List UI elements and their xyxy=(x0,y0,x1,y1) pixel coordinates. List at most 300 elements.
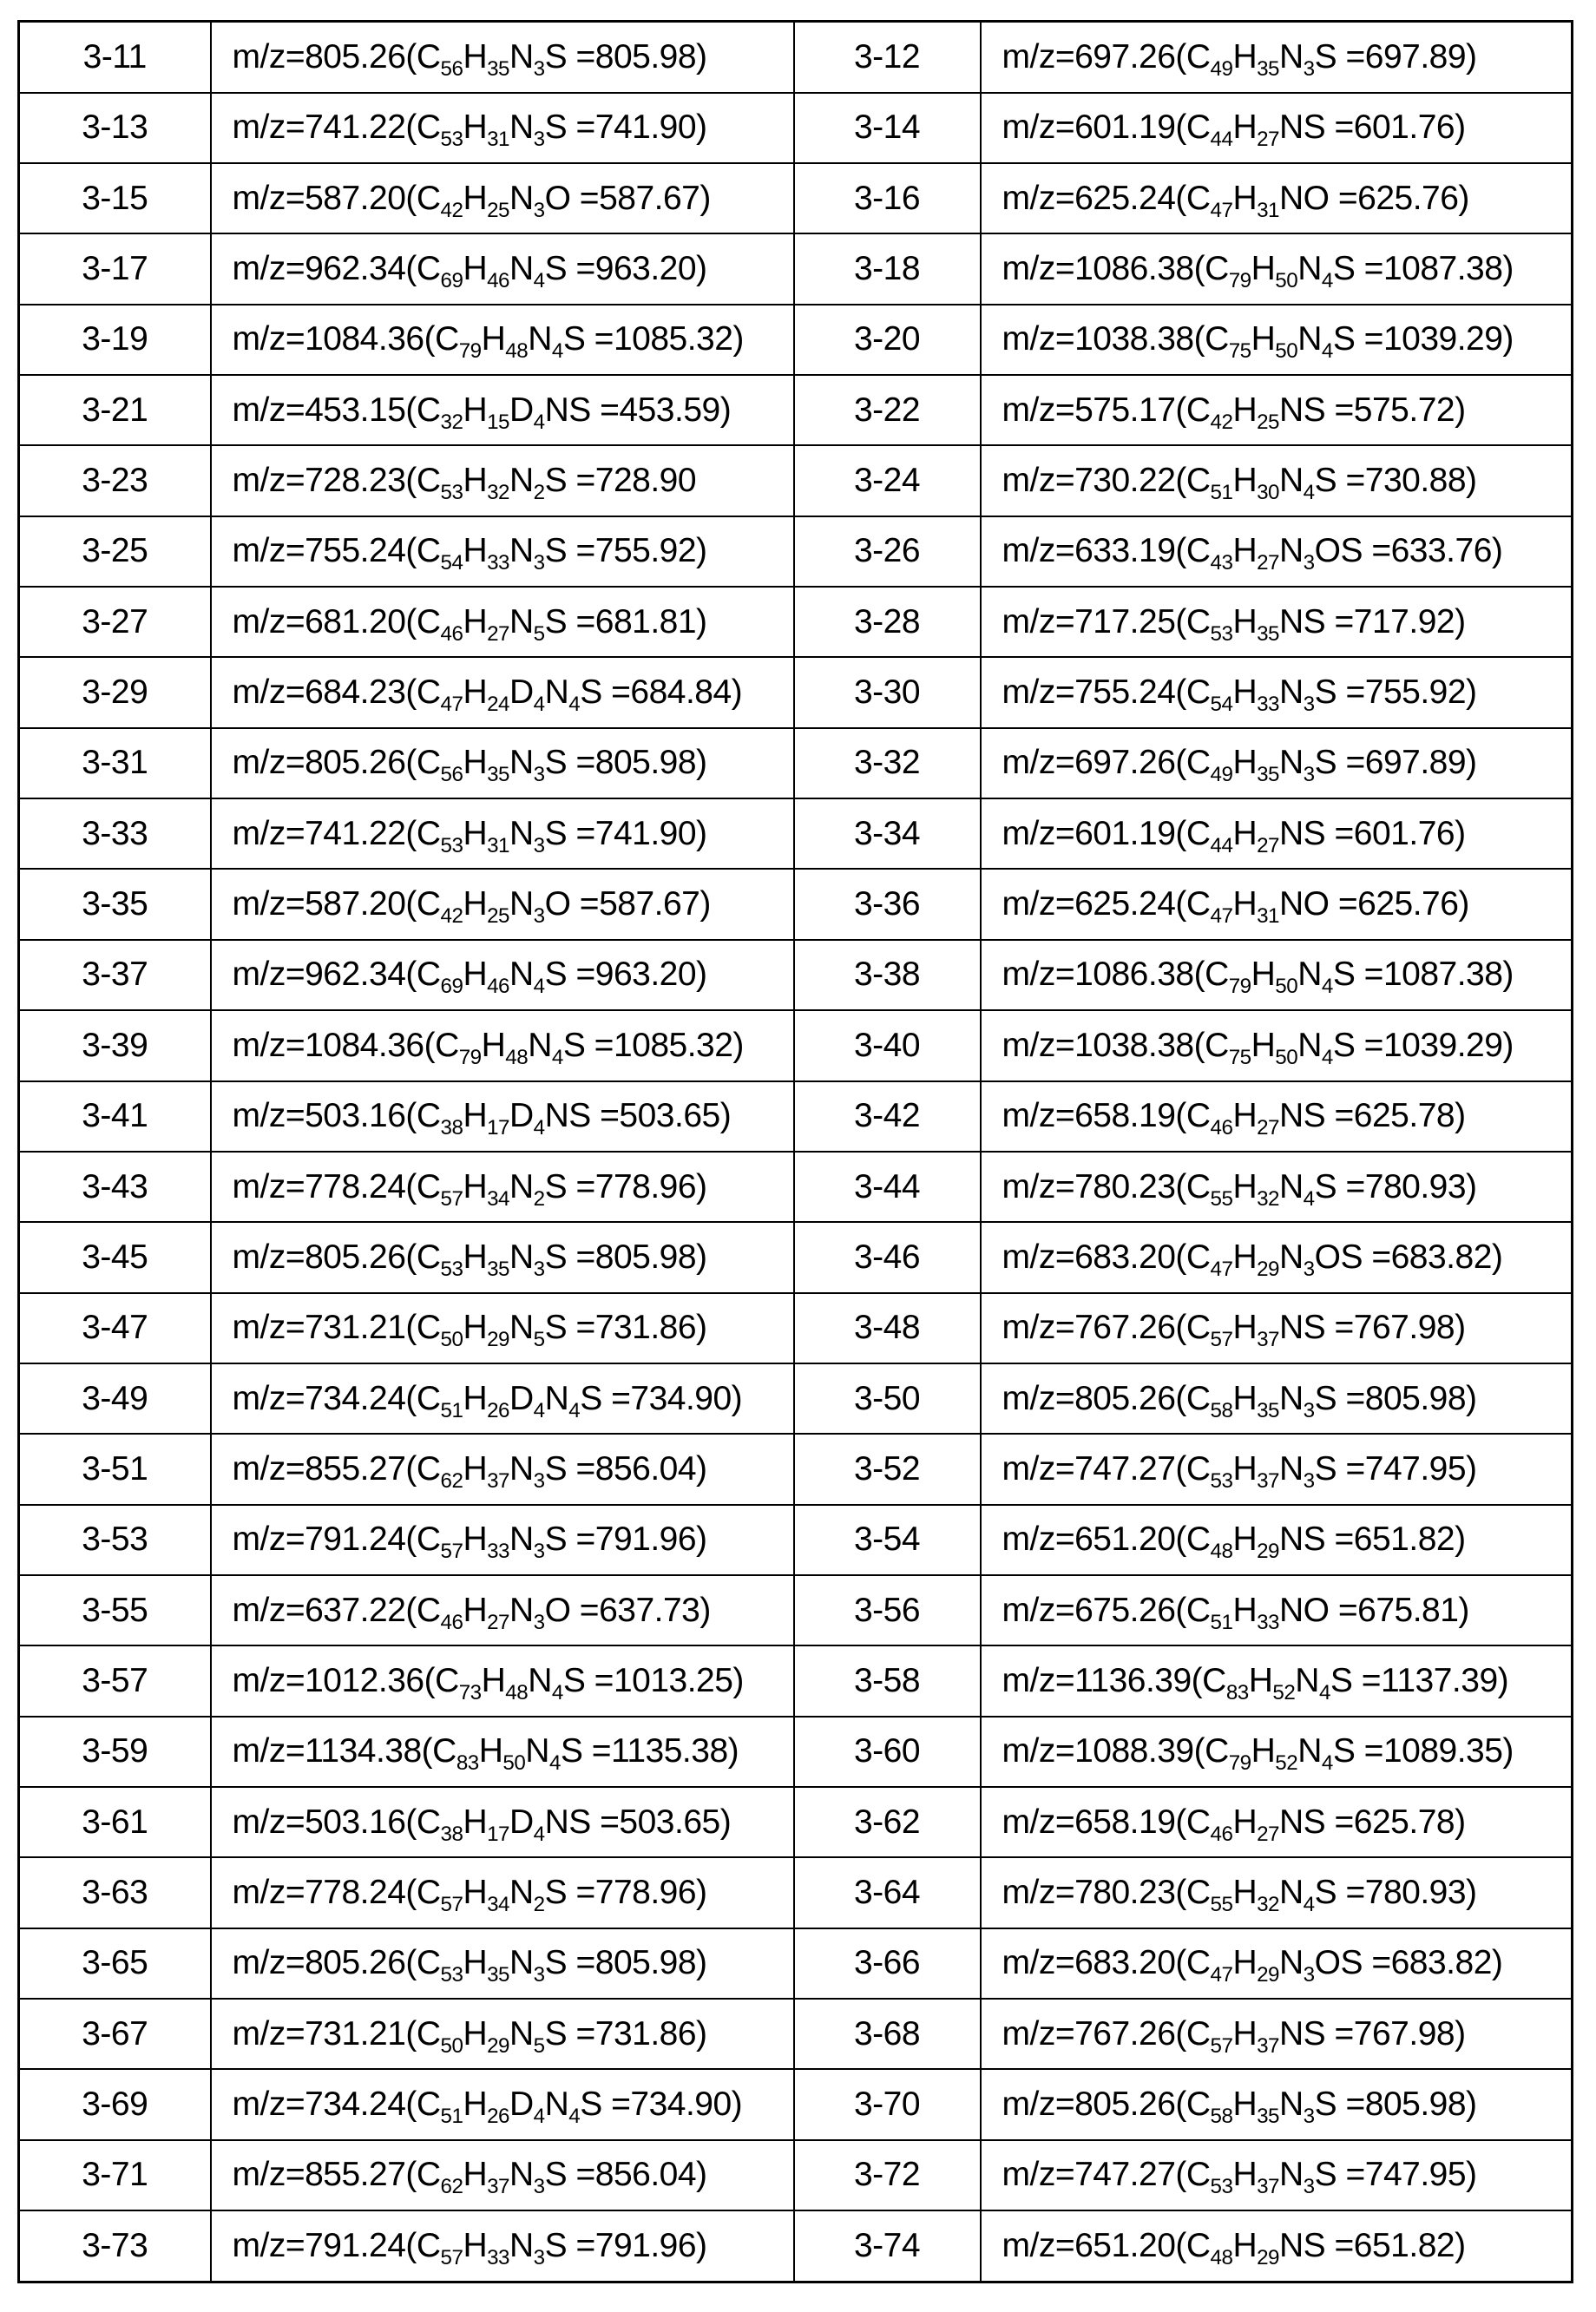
formula-subscript: 57 xyxy=(440,1892,463,1916)
mass-spec-table xyxy=(17,20,1573,2283)
formula-subscript: 4 xyxy=(1321,1045,1333,1069)
formula-subscript: 55 xyxy=(1210,1186,1233,1211)
formula-subscript: 52 xyxy=(1275,1751,1298,1776)
formula-subscript: 25 xyxy=(1257,410,1279,434)
table-row xyxy=(19,1717,1573,1787)
compound-id-cell: 3-65 xyxy=(19,1928,211,1999)
compound-id-cell: 3-57 xyxy=(19,1645,211,1716)
table-row xyxy=(19,93,1573,163)
formula-subscript: 3 xyxy=(1303,2104,1315,2128)
formula-subscript: 35 xyxy=(1257,763,1279,787)
mz-formula-cell: $m/z=791.24(C_{57}H_{33}N_3S =791.96)$ xyxy=(211,2210,794,2282)
formula-subscript: 3 xyxy=(1303,2175,1315,2199)
mz-formula-cell: $m/z=601.19(C_{44}H_{27}NS =601.76)$ xyxy=(981,798,1573,869)
compound-id-cell: 3-41 xyxy=(19,1081,211,1152)
formula-subscript: 3 xyxy=(533,1610,545,1634)
formula-subscript: 51 xyxy=(1210,480,1233,504)
formula-subscript: 26 xyxy=(487,1398,509,1422)
mz-formula-cell: $m/z=747.27(C_{53}H_{37}N_3S =747.95)$ xyxy=(981,2140,1573,2210)
compound-id-cell: 3-67 xyxy=(19,1999,211,2069)
formula-subscript: 3 xyxy=(533,1963,545,1987)
formula-subscript: 37 xyxy=(1257,2033,1279,2058)
compound-id-cell: 3-19 xyxy=(19,305,211,375)
formula-subscript: 56 xyxy=(440,763,463,787)
compound-id-cell: 3-66 xyxy=(794,1928,981,1999)
formula-subscript: 69 xyxy=(440,268,463,292)
formula-subscript: 4 xyxy=(533,1398,545,1422)
mz-formula-cell: $m/z=962.34(C_{69}H_{46}N_4S =963.20)$ xyxy=(211,940,794,1010)
compound-id-cell: 3-34 xyxy=(794,798,981,869)
compound-id-cell: 3-28 xyxy=(794,587,981,657)
table-row xyxy=(19,2069,1573,2139)
formula-subscript: 79 xyxy=(458,339,482,364)
formula-subscript: 3 xyxy=(1303,1398,1315,1422)
compound-id-cell: 3-58 xyxy=(794,1645,981,1716)
mz-formula-cell: $m/z=683.20(C_{47}H_{29}N_3OS =683.82)$ xyxy=(981,1928,1573,1999)
formula-subscript: 75 xyxy=(1228,339,1251,364)
mz-formula-cell: $m/z=575.17(C_{42}H_{25}NS =575.72)$ xyxy=(981,375,1573,445)
mz-formula-cell: $m/z=1086.38(C_{79}H_{50}N_4S =1087.38)$ xyxy=(981,940,1573,1010)
table-row xyxy=(19,1999,1573,2069)
compound-id-cell: 3-45 xyxy=(19,1222,211,1292)
formula-subscript: 2 xyxy=(533,1892,545,1916)
formula-subscript: 15 xyxy=(487,410,509,434)
compound-id-cell: 3-25 xyxy=(19,516,211,587)
formula-subscript: 4 xyxy=(533,268,545,292)
formula-subscript: 27 xyxy=(1257,1115,1279,1140)
formula-subscript: 83 xyxy=(456,1751,479,1776)
formula-subscript: 4 xyxy=(1303,480,1315,504)
compound-id-cell: 3-60 xyxy=(794,1717,981,1787)
compound-id-cell: 3-70 xyxy=(794,2069,981,2139)
compound-id-cell: 3-15 xyxy=(19,163,211,233)
mz-formula-cell: $m/z=658.19(C_{46}H_{27}NS =625.78)$ xyxy=(981,1787,1573,1857)
formula-subscript: 4 xyxy=(568,692,581,716)
formula-subscript: 4 xyxy=(551,339,563,364)
formula-subscript: 55 xyxy=(1210,1892,1233,1916)
formula-subscript: 25 xyxy=(487,198,509,222)
mz-formula-cell: $m/z=658.19(C_{46}H_{27}NS =625.78)$ xyxy=(981,1081,1573,1152)
table-row xyxy=(19,728,1573,798)
table-row xyxy=(19,1645,1573,1716)
formula-subscript: 54 xyxy=(440,551,463,575)
compound-id-cell: 3-49 xyxy=(19,1363,211,1434)
formula-subscript: 42 xyxy=(440,198,463,222)
formula-subscript: 5 xyxy=(533,1328,545,1351)
mz-formula-cell: $m/z=1084.36(C_{79}H_{48}N_4S =1085.32)$ xyxy=(211,305,794,375)
formula-subscript: 4 xyxy=(533,975,545,999)
formula-subscript: 29 xyxy=(487,2033,509,2058)
compound-id-cell: 3-32 xyxy=(794,728,981,798)
mz-formula-cell: $m/z=767.26(C_{57}H_{37}NS =767.98)$ xyxy=(981,1293,1573,1363)
formula-subscript: 25 xyxy=(487,903,509,928)
formula-subscript: 26 xyxy=(487,2104,509,2128)
formula-subscript: 53 xyxy=(1210,1468,1233,1493)
formula-subscript: 35 xyxy=(487,1257,509,1281)
mz-formula-cell: $m/z=651.20(C_{48}H_{29}NS =651.82)$ xyxy=(981,1505,1573,1575)
formula-subscript: 3 xyxy=(533,128,545,152)
formula-subscript: 75 xyxy=(1228,1045,1251,1069)
compound-id-cell: 3-48 xyxy=(794,1293,981,1363)
compound-id-cell: 3-18 xyxy=(794,233,981,304)
formula-subscript: 35 xyxy=(487,1963,509,1987)
formula-subscript: 35 xyxy=(487,763,509,787)
mz-formula-cell: $m/z=755.24(C_{54}H_{33}N_3S =755.92)$ xyxy=(981,657,1573,727)
formula-subscript: 4 xyxy=(1303,1892,1315,1916)
formula-subscript: 37 xyxy=(1257,2175,1279,2199)
formula-subscript: 49 xyxy=(1210,763,1233,787)
formula-subscript: 34 xyxy=(487,1892,509,1916)
formula-subscript: 57 xyxy=(440,2245,463,2269)
table-row xyxy=(19,587,1573,657)
table-row xyxy=(19,22,1573,93)
formula-subscript: 17 xyxy=(487,1822,509,1846)
compound-id-cell: 3-53 xyxy=(19,1505,211,1575)
formula-subscript: 35 xyxy=(1257,56,1279,81)
compound-id-cell: 3-35 xyxy=(19,869,211,939)
mz-formula-cell: $m/z=741.22(C_{53}H_{31}N_3S =741.90)$ xyxy=(211,798,794,869)
table-row xyxy=(19,1857,1573,1928)
table-row xyxy=(19,1575,1573,1645)
mz-formula-cell: $m/z=587.20(C_{42}H_{25}N_3O =587.67)$ xyxy=(211,869,794,939)
mz-formula-cell: $m/z=734.24(C_{51}H_{26}D_4N_4S =734.90)$ xyxy=(211,1363,794,1434)
formula-subscript: 3 xyxy=(533,1468,545,1493)
compound-id-cell: 3-46 xyxy=(794,1222,981,1292)
compound-id-cell: 3-27 xyxy=(19,587,211,657)
table-row xyxy=(19,445,1573,516)
mz-formula-cell: $m/z=855.27(C_{62}H_{37}N_3S =856.04)$ xyxy=(211,2140,794,2210)
formula-subscript: 51 xyxy=(1210,1610,1233,1634)
mz-formula-cell: $m/z=683.20(C_{47}H_{29}N_3OS =683.82)$ xyxy=(981,1222,1573,1292)
compound-id-cell: 3-38 xyxy=(794,940,981,1010)
formula-subscript: 3 xyxy=(533,903,545,928)
compound-id-cell: 3-71 xyxy=(19,2140,211,2210)
formula-subscript: 4 xyxy=(1318,1680,1330,1704)
compound-id-cell: 3-44 xyxy=(794,1152,981,1222)
formula-subscript: 79 xyxy=(1228,975,1251,999)
compound-id-cell: 3-47 xyxy=(19,1293,211,1363)
formula-subscript: 42 xyxy=(440,903,463,928)
table-row xyxy=(19,305,1573,375)
formula-subscript: 3 xyxy=(533,198,545,222)
formula-subscript: 48 xyxy=(505,1045,529,1069)
mz-formula-cell: $m/z=730.22(C_{51}H_{30}N_4S =730.88)$ xyxy=(981,445,1573,516)
formula-subscript: 46 xyxy=(440,621,463,646)
formula-subscript: 3 xyxy=(1303,1963,1315,1987)
formula-subscript: 33 xyxy=(487,1540,509,1564)
formula-subscript: 48 xyxy=(1210,2245,1233,2269)
formula-subscript: 52 xyxy=(1272,1680,1296,1704)
formula-subscript: 53 xyxy=(1210,621,1233,646)
mz-formula-cell: $m/z=1038.38(C_{75}H_{50}N_4S =1039.29)$ xyxy=(981,305,1573,375)
mz-formula-cell: $m/z=747.27(C_{53}H_{37}N_3S =747.95)$ xyxy=(981,1434,1573,1504)
formula-subscript: 51 xyxy=(440,1398,463,1422)
compound-id-cell: 3-54 xyxy=(794,1505,981,1575)
table-row xyxy=(19,1152,1573,1222)
formula-subscript: 4 xyxy=(1303,1186,1315,1211)
table-row xyxy=(19,1010,1573,1080)
mz-formula-cell: $m/z=805.26(C_{58}H_{35}N_3S =805.98)$ xyxy=(981,2069,1573,2139)
table-row xyxy=(19,1787,1573,1857)
table-row xyxy=(19,163,1573,233)
mz-formula-cell: $m/z=697.26(C_{49}H_{35}N_3S =697.89)$ xyxy=(981,728,1573,798)
formula-subscript: 4 xyxy=(533,1115,545,1140)
mz-formula-cell: $m/z=962.34(C_{69}H_{46}N_4S =963.20)$ xyxy=(211,233,794,304)
compound-id-cell: 3-63 xyxy=(19,1857,211,1928)
table-row xyxy=(19,1434,1573,1504)
mz-formula-cell: $m/z=1134.38(C_{83}H_{50}N_4S =1135.38)$ xyxy=(211,1717,794,1787)
table-row xyxy=(19,657,1573,727)
formula-subscript: 58 xyxy=(1210,2104,1233,2128)
formula-subscript: 38 xyxy=(440,1115,463,1140)
formula-subscript: 29 xyxy=(1257,1540,1279,1564)
formula-subscript: 29 xyxy=(1257,1257,1279,1281)
formula-subscript: 69 xyxy=(440,975,463,999)
mz-formula-cell: $m/z=767.26(C_{57}H_{37}NS =767.98)$ xyxy=(981,1999,1573,2069)
formula-subscript: 50 xyxy=(502,1751,526,1776)
formula-subscript: 27 xyxy=(487,621,509,646)
table-row xyxy=(19,516,1573,587)
mz-formula-cell: $m/z=728.23(C_{53}H_{32}N_2S =728.90$ xyxy=(211,445,794,516)
mz-formula-cell: $m/z=675.26(C_{51}H_{33}NO =675.81)$ xyxy=(981,1575,1573,1645)
formula-subscript: 44 xyxy=(1210,833,1233,857)
table-row xyxy=(19,2210,1573,2282)
mz-formula-cell: $m/z=503.16(C_{38}H_{17}D_4NS =503.65)$ xyxy=(211,1081,794,1152)
formula-subscript: 3 xyxy=(1303,1257,1315,1281)
formula-subscript: 46 xyxy=(1210,1115,1233,1140)
compound-id-cell: 3-72 xyxy=(794,2140,981,2210)
formula-subscript: 62 xyxy=(440,2175,463,2199)
table-row xyxy=(19,1363,1573,1434)
compound-id-cell: 3-30 xyxy=(794,657,981,727)
formula-subscript: 53 xyxy=(440,833,463,857)
compound-id-cell: 3-39 xyxy=(19,1010,211,1080)
formula-subscript: 24 xyxy=(487,692,509,716)
formula-subscript: 50 xyxy=(1275,268,1298,292)
compound-id-cell: 3-36 xyxy=(794,869,981,939)
formula-subscript: 33 xyxy=(1257,692,1279,716)
mz-formula-cell: $m/z=755.24(C_{54}H_{33}N_3S =755.92)$ xyxy=(211,516,794,587)
formula-subscript: 50 xyxy=(440,2033,463,2058)
formula-subscript: 31 xyxy=(1257,198,1279,222)
formula-subscript: 56 xyxy=(440,56,463,81)
mz-formula-cell: $m/z=1088.39(C_{79}H_{52}N_4S =1089.35)$ xyxy=(981,1717,1573,1787)
compound-id-cell: 3-11 xyxy=(19,22,211,93)
formula-subscript: 44 xyxy=(1210,128,1233,152)
formula-subscript: 4 xyxy=(551,1680,563,1704)
mz-formula-cell: $m/z=601.19(C_{44}H_{27}NS =601.76)$ xyxy=(981,93,1573,163)
mz-formula-cell: $m/z=1086.38(C_{79}H_{50}N_4S =1087.38)$ xyxy=(981,233,1573,304)
mz-formula-cell: $m/z=625.24(C_{47}H_{31}NO =625.76)$ xyxy=(981,869,1573,939)
formula-subscript: 73 xyxy=(458,1680,482,1704)
compound-id-cell: 3-40 xyxy=(794,1010,981,1080)
formula-subscript: 35 xyxy=(1257,1398,1279,1422)
table-row xyxy=(19,1505,1573,1575)
formula-subscript: 50 xyxy=(1275,975,1298,999)
formula-subscript: 31 xyxy=(1257,903,1279,928)
formula-subscript: 27 xyxy=(487,1610,509,1634)
mz-formula-cell: $m/z=741.22(C_{53}H_{31}N_3S =741.90)$ xyxy=(211,93,794,163)
table-row xyxy=(19,1222,1573,1292)
formula-subscript: 51 xyxy=(440,2104,463,2128)
compound-id-cell: 3-50 xyxy=(794,1363,981,1434)
compound-id-cell: 3-52 xyxy=(794,1434,981,1504)
formula-subscript: 27 xyxy=(1257,551,1279,575)
formula-subscript: 31 xyxy=(487,128,509,152)
formula-subscript: 4 xyxy=(533,1822,545,1846)
formula-subscript: 3 xyxy=(533,1257,545,1281)
mz-formula-cell: $m/z=778.24(C_{57}H_{34}N_2S =778.96)$ xyxy=(211,1857,794,1928)
formula-subscript: 4 xyxy=(568,2104,581,2128)
formula-subscript: 27 xyxy=(1257,1822,1279,1846)
mz-formula-cell: $m/z=717.25(C_{53}H_{35}NS =717.92)$ xyxy=(981,587,1573,657)
mz-formula-cell: $m/z=731.21(C_{50}H_{29}N_5S =731.86)$ xyxy=(211,1293,794,1363)
formula-subscript: 57 xyxy=(1210,1328,1233,1351)
compound-id-cell: 3-16 xyxy=(794,163,981,233)
formula-subscript: 47 xyxy=(1210,198,1233,222)
mz-formula-cell: $m/z=805.26(C_{53}H_{35}N_3S =805.98)$ xyxy=(211,1928,794,1999)
formula-subscript: 57 xyxy=(1210,2033,1233,2058)
table-row xyxy=(19,233,1573,304)
formula-subscript: 42 xyxy=(1210,410,1233,434)
table-row xyxy=(19,798,1573,869)
formula-subscript: 62 xyxy=(440,1468,463,1493)
formula-subscript: 3 xyxy=(1303,551,1315,575)
formula-subscript: 27 xyxy=(1257,833,1279,857)
compound-id-cell: 3-62 xyxy=(794,1787,981,1857)
formula-subscript: 43 xyxy=(1210,551,1233,575)
compound-id-cell: 3-23 xyxy=(19,445,211,516)
compound-id-cell: 3-21 xyxy=(19,375,211,445)
formula-subscript: 79 xyxy=(1228,1751,1251,1776)
mz-formula-cell: $m/z=587.20(C_{42}H_{25}N_3O =587.67)$ xyxy=(211,163,794,233)
formula-subscript: 53 xyxy=(440,1257,463,1281)
formula-subscript: 4 xyxy=(548,1751,561,1776)
compound-id-cell: 3-74 xyxy=(794,2210,981,2282)
formula-subscript: 3 xyxy=(533,833,545,857)
formula-subscript: 3 xyxy=(1303,763,1315,787)
formula-subscript: 50 xyxy=(1275,1045,1298,1069)
compound-id-cell: 3-42 xyxy=(794,1081,981,1152)
formula-subscript: 4 xyxy=(568,1398,581,1422)
mz-formula-cell: $m/z=633.19(C_{43}H_{27}N_3OS =633.76)$ xyxy=(981,516,1573,587)
formula-subscript: 17 xyxy=(487,1115,509,1140)
formula-subscript: 3 xyxy=(533,763,545,787)
formula-subscript: 3 xyxy=(1303,1468,1315,1493)
formula-subscript: 48 xyxy=(1210,1540,1233,1564)
table-row xyxy=(19,1928,1573,1999)
formula-subscript: 46 xyxy=(487,975,509,999)
formula-subscript: 2 xyxy=(533,1186,545,1211)
compound-id-cell: 3-26 xyxy=(794,516,981,587)
formula-subscript: 32 xyxy=(440,410,463,434)
formula-subscript: 32 xyxy=(1257,1186,1279,1211)
formula-subscript: 3 xyxy=(533,2175,545,2199)
formula-subscript: 27 xyxy=(1257,128,1279,152)
mz-formula-cell: $m/z=651.20(C_{48}H_{29}NS =651.82)$ xyxy=(981,2210,1573,2282)
formula-subscript: 32 xyxy=(1257,1892,1279,1916)
formula-subscript: 31 xyxy=(487,833,509,857)
compound-id-cell: 3-51 xyxy=(19,1434,211,1504)
formula-subscript: 57 xyxy=(440,1186,463,1211)
formula-subscript: 38 xyxy=(440,1822,463,1846)
formula-subscript: 47 xyxy=(440,692,463,716)
compound-id-cell: 3-24 xyxy=(794,445,981,516)
formula-subscript: 3 xyxy=(533,2245,545,2269)
mz-formula-cell: $m/z=805.26(C_{56}H_{35}N_3S =805.98)$ xyxy=(211,728,794,798)
formula-subscript: 5 xyxy=(533,621,545,646)
mz-formula-cell: $m/z=734.24(C_{51}H_{26}D_4N_4S =734.90)$ xyxy=(211,2069,794,2139)
formula-subscript: 3 xyxy=(1303,692,1315,716)
compound-id-cell: 3-29 xyxy=(19,657,211,727)
formula-subscript: 4 xyxy=(1321,975,1333,999)
compound-id-cell: 3-59 xyxy=(19,1717,211,1787)
formula-subscript: 33 xyxy=(487,551,509,575)
formula-subscript: 29 xyxy=(1257,1963,1279,1987)
mz-formula-cell: $m/z=805.26(C_{58}H_{35}N_3S =805.98)$ xyxy=(981,1363,1573,1434)
formula-subscript: 2 xyxy=(533,480,545,504)
formula-subscript: 53 xyxy=(440,480,463,504)
mz-formula-cell: $m/z=780.23(C_{55}H_{32}N_4S =780.93)$ xyxy=(981,1152,1573,1222)
formula-subscript: 35 xyxy=(1257,2104,1279,2128)
formula-subscript: 37 xyxy=(487,2175,509,2199)
formula-subscript: 29 xyxy=(1257,2245,1279,2269)
formula-subscript: 35 xyxy=(1257,621,1279,646)
formula-subscript: 53 xyxy=(440,128,463,152)
formula-subscript: 4 xyxy=(533,410,545,434)
formula-subscript: 4 xyxy=(533,2104,545,2128)
formula-subscript: 4 xyxy=(1321,268,1333,292)
formula-subscript: 3 xyxy=(533,1540,545,1564)
formula-subscript: 4 xyxy=(533,692,545,716)
formula-subscript: 30 xyxy=(1257,480,1279,504)
compound-id-cell: 3-13 xyxy=(19,93,211,163)
formula-subscript: 54 xyxy=(1210,692,1233,716)
formula-subscript: 58 xyxy=(1210,1398,1233,1422)
mz-formula-cell: $m/z=780.23(C_{55}H_{32}N_4S =780.93)$ xyxy=(981,1857,1573,1928)
mz-formula-cell: $m/z=791.24(C_{57}H_{33}N_3S =791.96)$ xyxy=(211,1505,794,1575)
compound-id-cell: 3-69 xyxy=(19,2069,211,2139)
formula-subscript: 35 xyxy=(487,56,509,81)
compound-id-cell: 3-55 xyxy=(19,1575,211,1645)
compound-id-cell: 3-33 xyxy=(19,798,211,869)
compound-id-cell: 3-37 xyxy=(19,940,211,1010)
mz-formula-cell: $m/z=1038.38(C_{75}H_{50}N_4S =1039.29)$ xyxy=(981,1010,1573,1080)
table-row xyxy=(19,375,1573,445)
table-row xyxy=(19,869,1573,939)
formula-subscript: 53 xyxy=(1210,2175,1233,2199)
formula-subscript: 50 xyxy=(440,1328,463,1351)
formula-subscript: 47 xyxy=(1210,1257,1233,1281)
mz-formula-cell: $m/z=503.16(C_{38}H_{17}D_4NS =503.65)$ xyxy=(211,1787,794,1857)
mz-formula-cell: $m/z=1136.39(C_{83}H_{52}N_4S =1137.39)$ xyxy=(981,1645,1573,1716)
table-row xyxy=(19,2140,1573,2210)
compound-id-cell: 3-68 xyxy=(794,1999,981,2069)
compound-id-cell: 3-22 xyxy=(794,375,981,445)
mz-formula-cell: $m/z=1012.36(C_{73}H_{48}N_4S =1013.25)$ xyxy=(211,1645,794,1716)
formula-subscript: 83 xyxy=(1225,1680,1249,1704)
mz-formula-cell: $m/z=681.20(C_{46}H_{27}N_5S =681.81)$ xyxy=(211,587,794,657)
formula-subscript: 47 xyxy=(1210,903,1233,928)
formula-subscript: 3 xyxy=(533,551,545,575)
formula-subscript: 37 xyxy=(1257,1328,1279,1351)
compound-id-cell: 3-12 xyxy=(794,22,981,93)
mz-formula-cell: $m/z=778.24(C_{57}H_{34}N_2S =778.96)$ xyxy=(211,1152,794,1222)
formula-subscript: 37 xyxy=(1257,1468,1279,1493)
formula-subscript: 46 xyxy=(487,268,509,292)
mz-formula-cell: $m/z=805.26(C_{56}H_{35}N_3S =805.98)$ xyxy=(211,22,794,93)
compound-id-cell: 3-73 xyxy=(19,2210,211,2282)
